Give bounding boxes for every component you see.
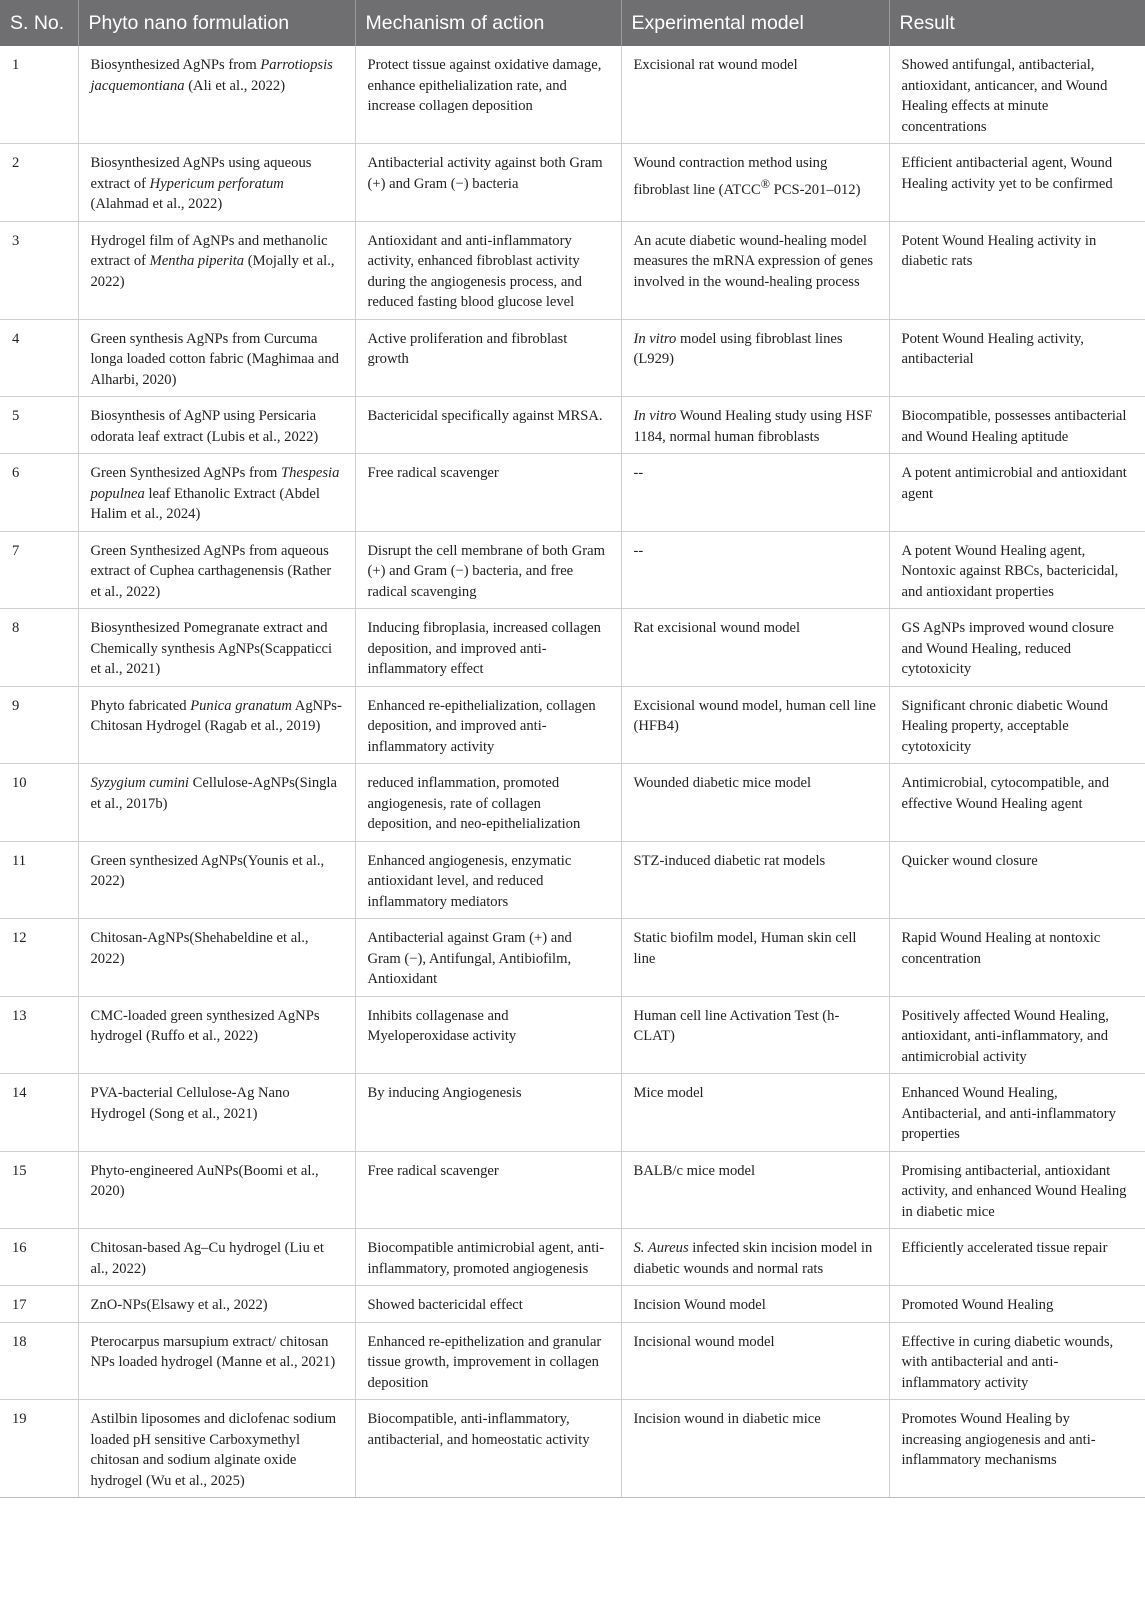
- cell-mechanism: Enhanced re-epithelization and granular tissue growth, improvement in collagen deposition: [355, 1322, 621, 1400]
- cell-result: Biocompatible, possesses antibacterial and Wound Healing aptitude: [889, 397, 1145, 454]
- table-row: [0, 319, 1145, 397]
- cell-result: A potent Wound Healing agent, Nontoxic against RBCs, bactericidal, and antioxidant properties: [889, 531, 1145, 609]
- table-row: [0, 1151, 1145, 1229]
- cell-mechanism: Bactericidal specifically against MRSA.: [355, 397, 621, 454]
- cell-serial-number: 12: [0, 919, 78, 997]
- cell-formulation: Biosynthesis of AgNP using Persicaria odorata leaf extract (Lubis et al., 2022): [78, 397, 355, 454]
- cell-result: A potent antimicrobial and antioxidant agent: [889, 454, 1145, 532]
- table-header: [0, 0, 1145, 46]
- cell-serial-number: 13: [0, 996, 78, 1074]
- table-row: [0, 841, 1145, 919]
- cell-formulation: Green synthesis AgNPs from Curcuma longa loaded cotton fabric (Maghimaa and Alharbi, 2020): [78, 319, 355, 397]
- cell-experimental-model: --: [621, 531, 889, 609]
- cell-result: Quicker wound closure: [889, 841, 1145, 919]
- cell-serial-number: 5: [0, 397, 78, 454]
- cell-mechanism: reduced inflammation, promoted angiogenesis, rate of collagen deposition, and neo-epithelialization: [355, 764, 621, 842]
- cell-mechanism: Showed bactericidal effect: [355, 1286, 621, 1323]
- cell-experimental-model: Incisional wound model: [621, 1322, 889, 1400]
- cell-formulation: Biosynthesized AgNPs from Parrotiopsis jacquemontiana (Ali et al., 2022): [78, 46, 355, 144]
- table-row: [0, 1400, 1145, 1498]
- cell-mechanism: Biocompatible, anti-inflammatory, antibacterial, and homeostatic activity: [355, 1400, 621, 1498]
- cell-serial-number: 18: [0, 1322, 78, 1400]
- cell-result: Positively affected Wound Healing, antioxidant, anti-inflammatory, and antimicrobial activity: [889, 996, 1145, 1074]
- cell-formulation: Chitosan-based Ag–Cu hydrogel (Liu et al., 2022): [78, 1229, 355, 1286]
- cell-mechanism: Enhanced angiogenesis, enzymatic antioxidant level, and reduced inflammatory mediators: [355, 841, 621, 919]
- cell-serial-number: 1: [0, 46, 78, 144]
- cell-result: Rapid Wound Healing at nontoxic concentration: [889, 919, 1145, 997]
- cell-formulation: Phyto-engineered AuNPs(Boomi et al., 2020): [78, 1151, 355, 1229]
- cell-formulation: Green synthesized AgNPs(Younis et al., 2022): [78, 841, 355, 919]
- cell-serial-number: 4: [0, 319, 78, 397]
- cell-experimental-model: Human cell line Activation Test (h-CLAT): [621, 996, 889, 1074]
- cell-formulation: PVA-bacterial Cellulose-Ag Nano Hydrogel (Song et al., 2021): [78, 1074, 355, 1152]
- cell-serial-number: 10: [0, 764, 78, 842]
- cell-formulation: Green Synthesized AgNPs from aqueous extract of Cuphea carthagenensis (Rather et al., 2022): [78, 531, 355, 609]
- cell-mechanism: Antibacterial against Gram (+) and Gram (−), Antifungal, Antibiofilm, Antioxidant: [355, 919, 621, 997]
- table-row: [0, 764, 1145, 842]
- cell-serial-number: 8: [0, 609, 78, 687]
- cell-mechanism: By inducing Angiogenesis: [355, 1074, 621, 1152]
- cell-mechanism: Disrupt the cell membrane of both Gram (+) and Gram (−) bacteria, and free radical scavenging: [355, 531, 621, 609]
- table-row: [0, 454, 1145, 532]
- cell-formulation: ZnO-NPs(Elsawy et al., 2022): [78, 1286, 355, 1323]
- cell-result: Potent Wound Healing activity, antibacterial: [889, 319, 1145, 397]
- cell-experimental-model: Excisional wound model, human cell line (HFB4): [621, 686, 889, 764]
- cell-formulation: Green Synthesized AgNPs from Thespesia populnea leaf Ethanolic Extract (Abdel Halim et al., 2024): [78, 454, 355, 532]
- cell-mechanism: Inhibits collagenase and Myeloperoxidase activity: [355, 996, 621, 1074]
- cell-result: Antimicrobial, cytocompatible, and effective Wound Healing agent: [889, 764, 1145, 842]
- cell-mechanism: Free radical scavenger: [355, 454, 621, 532]
- table-body: [0, 46, 1145, 1498]
- header-formulation: Phyto nano formulation: [78, 0, 355, 46]
- cell-serial-number: 6: [0, 454, 78, 532]
- cell-serial-number: 7: [0, 531, 78, 609]
- cell-result: Significant chronic diabetic Wound Healing property, acceptable cytotoxicity: [889, 686, 1145, 764]
- cell-formulation: Biosynthesized Pomegranate extract and Chemically synthesis AgNPs(Scappaticci et al., 2021): [78, 609, 355, 687]
- cell-experimental-model: Rat excisional wound model: [621, 609, 889, 687]
- cell-result: Showed antifungal, antibacterial, antioxidant, anticancer, and Wound Healing effects at minute concentrations: [889, 46, 1145, 144]
- cell-mechanism: Enhanced re-epithelialization, collagen deposition, and improved anti-inflammatory activity: [355, 686, 621, 764]
- table-row: [0, 221, 1145, 319]
- cell-mechanism: Active proliferation and fibroblast growth: [355, 319, 621, 397]
- cell-result: Efficiently accelerated tissue repair: [889, 1229, 1145, 1286]
- cell-serial-number: 16: [0, 1229, 78, 1286]
- cell-mechanism: Antioxidant and anti-inflammatory activity, enhanced fibroblast activity during the angiogenesis process, and reduced fasting blood glucose level: [355, 221, 621, 319]
- cell-serial-number: 11: [0, 841, 78, 919]
- cell-experimental-model: In vitro Wound Healing study using HSF 1184, normal human fibroblasts: [621, 397, 889, 454]
- cell-formulation: Hydrogel film of AgNPs and methanolic extract of Mentha piperita (Mojally et al., 2022): [78, 221, 355, 319]
- cell-result: GS AgNPs improved wound closure and Wound Healing, reduced cytotoxicity: [889, 609, 1145, 687]
- table-row: [0, 919, 1145, 997]
- cell-experimental-model: S. Aureus infected skin incision model in diabetic wounds and normal rats: [621, 1229, 889, 1286]
- cell-result: Effective in curing diabetic wounds, with antibacterial and anti-inflammatory activity: [889, 1322, 1145, 1400]
- cell-result: Potent Wound Healing activity in diabetic rats: [889, 221, 1145, 319]
- table-row: [0, 397, 1145, 454]
- cell-serial-number: 2: [0, 144, 78, 222]
- cell-result: Enhanced Wound Healing, Antibacterial, and anti-inflammatory properties: [889, 1074, 1145, 1152]
- cell-experimental-model: An acute diabetic wound-healing model measures the mRNA expression of genes involved in the wound-healing process: [621, 221, 889, 319]
- table-row: [0, 609, 1145, 687]
- cell-experimental-model: Wound contraction method using fibroblast line (ATCC® PCS-201–012): [621, 144, 889, 222]
- cell-serial-number: 9: [0, 686, 78, 764]
- cell-formulation: Chitosan-AgNPs(Shehabeldine et al., 2022): [78, 919, 355, 997]
- cell-experimental-model: Excisional rat wound model: [621, 46, 889, 144]
- cell-experimental-model: Incision wound in diabetic mice: [621, 1400, 889, 1498]
- header-mechanism: Mechanism of action: [355, 0, 621, 46]
- cell-serial-number: 14: [0, 1074, 78, 1152]
- cell-formulation: Astilbin liposomes and diclofenac sodium loaded pH sensitive Carboxymethyl chitosan and sodium alginate oxide hydrogel (Wu et al., 2025): [78, 1400, 355, 1498]
- cell-experimental-model: Static biofilm model, Human skin cell line: [621, 919, 889, 997]
- cell-serial-number: 19: [0, 1400, 78, 1498]
- cell-mechanism: Biocompatible antimicrobial agent, anti-inflammatory, promoted angiogenesis: [355, 1229, 621, 1286]
- header-serial-number: S. No.: [0, 0, 78, 46]
- cell-serial-number: 15: [0, 1151, 78, 1229]
- cell-experimental-model: Wounded diabetic mice model: [621, 764, 889, 842]
- cell-serial-number: 17: [0, 1286, 78, 1323]
- table-row: [0, 1074, 1145, 1152]
- cell-formulation: Biosynthesized AgNPs using aqueous extract of Hypericum perforatum (Alahmad et al., 2022): [78, 144, 355, 222]
- table-row: [0, 686, 1145, 764]
- cell-mechanism: Protect tissue against oxidative damage, enhance epithelialization rate, and increase collagen deposition: [355, 46, 621, 144]
- header-row: [0, 0, 1145, 46]
- table-row: [0, 144, 1145, 222]
- table-row: [0, 531, 1145, 609]
- table-row: [0, 1286, 1145, 1323]
- table-row: [0, 1229, 1145, 1286]
- cell-mechanism: Antibacterial activity against both Gram (+) and Gram (−) bacteria: [355, 144, 621, 222]
- cell-serial-number: 3: [0, 221, 78, 319]
- cell-result: Promotes Wound Healing by increasing angiogenesis and anti-inflammatory mechanisms: [889, 1400, 1145, 1498]
- cell-result: Efficient antibacterial agent, Wound Healing activity yet to be confirmed: [889, 144, 1145, 222]
- cell-experimental-model: In vitro model using fibroblast lines (L929): [621, 319, 889, 397]
- header-experimental-model: Experimental model: [621, 0, 889, 46]
- cell-experimental-model: Incision Wound model: [621, 1286, 889, 1323]
- cell-formulation: Syzygium cumini Cellulose-AgNPs(Singla et al., 2017b): [78, 764, 355, 842]
- cell-result: Promising antibacterial, antioxidant activity, and enhanced Wound Healing in diabetic mice: [889, 1151, 1145, 1229]
- cell-experimental-model: --: [621, 454, 889, 532]
- cell-experimental-model: BALB/c mice model: [621, 1151, 889, 1229]
- cell-formulation: Pterocarpus marsupium extract/ chitosan NPs loaded hydrogel (Manne et al., 2021): [78, 1322, 355, 1400]
- cell-experimental-model: STZ-induced diabetic rat models: [621, 841, 889, 919]
- header-result: Result: [889, 0, 1145, 46]
- table-row: [0, 46, 1145, 144]
- cell-mechanism: Free radical scavenger: [355, 1151, 621, 1229]
- table-row: [0, 996, 1145, 1074]
- cell-formulation: CMC-loaded green synthesized AgNPs hydrogel (Ruffo et al., 2022): [78, 996, 355, 1074]
- cell-result: Promoted Wound Healing: [889, 1286, 1145, 1323]
- cell-formulation: Phyto fabricated Punica granatum AgNPs-Chitosan Hydrogel (Ragab et al., 2019): [78, 686, 355, 764]
- cell-mechanism: Inducing fibroplasia, increased collagen deposition, and improved anti-inflammatory effect: [355, 609, 621, 687]
- cell-experimental-model: Mice model: [621, 1074, 889, 1152]
- table-row: [0, 1322, 1145, 1400]
